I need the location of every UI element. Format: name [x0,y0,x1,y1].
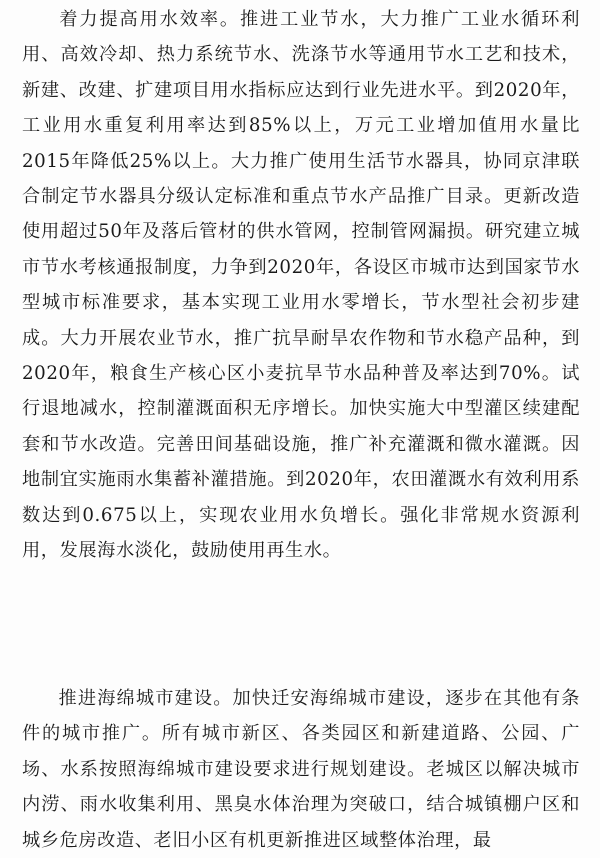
paragraph-sponge-city [22,681,580,858]
paragraph-water-efficiency [22,2,580,569]
paragraph-text: 推进海绵城市建设。加快迁安海绵城市建设，逐步在其他有条件的城市推广。所有城市新区、各类园区和新建道路、公园、广场、水系按照海绵城市建设要求进行规划建设。老城区以解决城市内涝、雨水收集利用、黑臭水体治理为突破口，结合城镇棚户区和城乡危房改造、老旧小区有机更新推进区域整体治理，最 [22,688,580,851]
paragraph-text: 着力提高用水效率。推进工业节水，大力推广工业水循环利用、高效冷却、热力系统节水、洗涤节水等通用节水工艺和技术，新建、改建、扩建项目用水指标应达到行业先进水平。到2020年，工业用水重复利用率达到85%以上，万元工业增加值用水量比2015年降低25%以上。大力推广使用生活节水器具，协同京津联合制定节水器具分级认定标准和重点节水产品推广目录。更新改造使用超过50年及落后管材的供水管网，控制管网漏损。研究建立城市节水考核通报制度，力争到2020年，各设区市城市达到国家节水型城市标准要求，基本实现工业用水零增长，节水型社会初步建成。大力开展农业节水，推广抗旱耐旱农作物和节水稳产品种，到2020年，粮食生产核心区小麦抗旱节水品种普及率达到70%。试行退地减水，控制灌溉面积无序增长。加快实施大中型灌区续建配套和节水改造。完善田间基础设施，推广补充灌溉和微水灌溉。因地制宜实施雨水集蓄补灌措施。到2020年，农田灌溉水有效利用系数达到0.675以上，实现农业用水负增长。强化非常规水资源利用，发展海水淡化，鼓励使用再生水。 [22,9,580,562]
